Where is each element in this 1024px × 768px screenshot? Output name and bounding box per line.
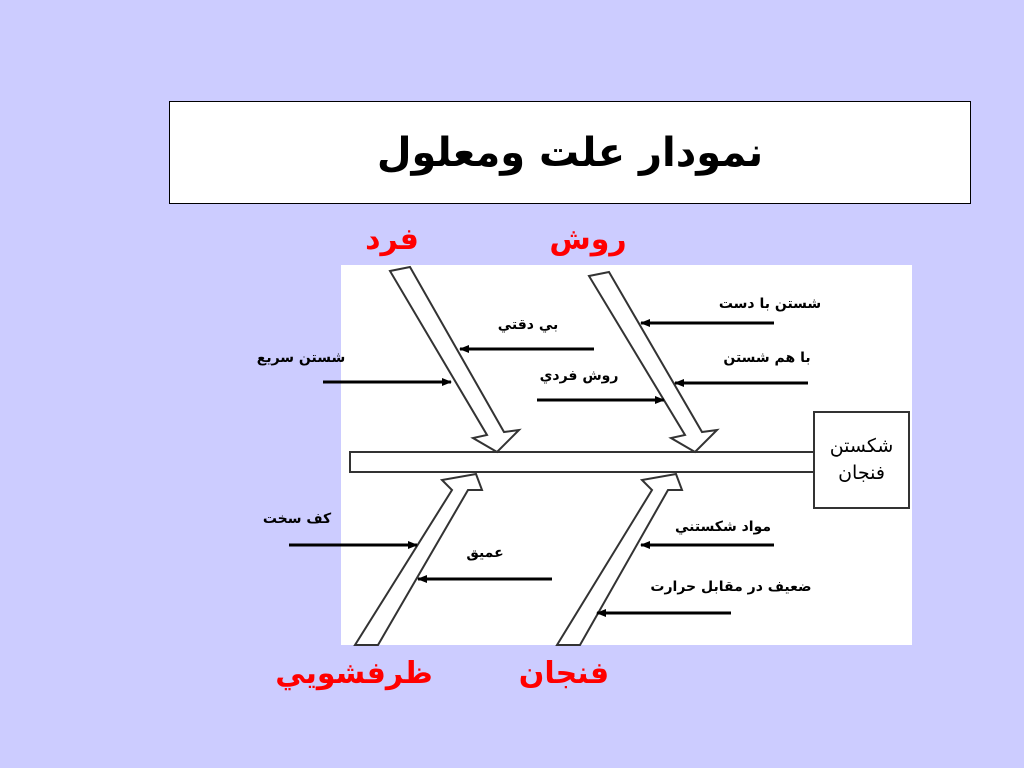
spine [350, 452, 814, 472]
bone-cup [557, 474, 682, 645]
page-title: نمودار علت ومعلول [376, 129, 764, 176]
cause-personal-method: روش فردي [539, 368, 619, 384]
category-individual: فرد [365, 222, 419, 257]
effect-line1: شكستن [829, 435, 894, 457]
cause-deep: عميق [466, 545, 504, 561]
cause-fast-washing: شستن سريع [256, 350, 346, 366]
cause-washing-together: با هم شستن [723, 350, 811, 366]
category-cup: فنجان [518, 656, 610, 691]
bone-individual [390, 267, 519, 452]
cause-hard-floor: كف سخت [262, 511, 332, 527]
effect-line2: فنجان [838, 462, 885, 484]
bone-saucer [355, 474, 482, 645]
category-saucer: ظرفشويي [275, 656, 433, 691]
category-method: روش [549, 222, 627, 257]
cause-hand-washing: شستن با دست [718, 296, 822, 312]
cause-heat-weak: ضعيف در مقابل حرارت [650, 579, 812, 595]
cause-carelessness: بي دقتي [497, 317, 559, 333]
cause-fragile-material: مواد شكستني [674, 519, 772, 535]
bone-method [589, 272, 717, 452]
effect-box [813, 411, 910, 509]
